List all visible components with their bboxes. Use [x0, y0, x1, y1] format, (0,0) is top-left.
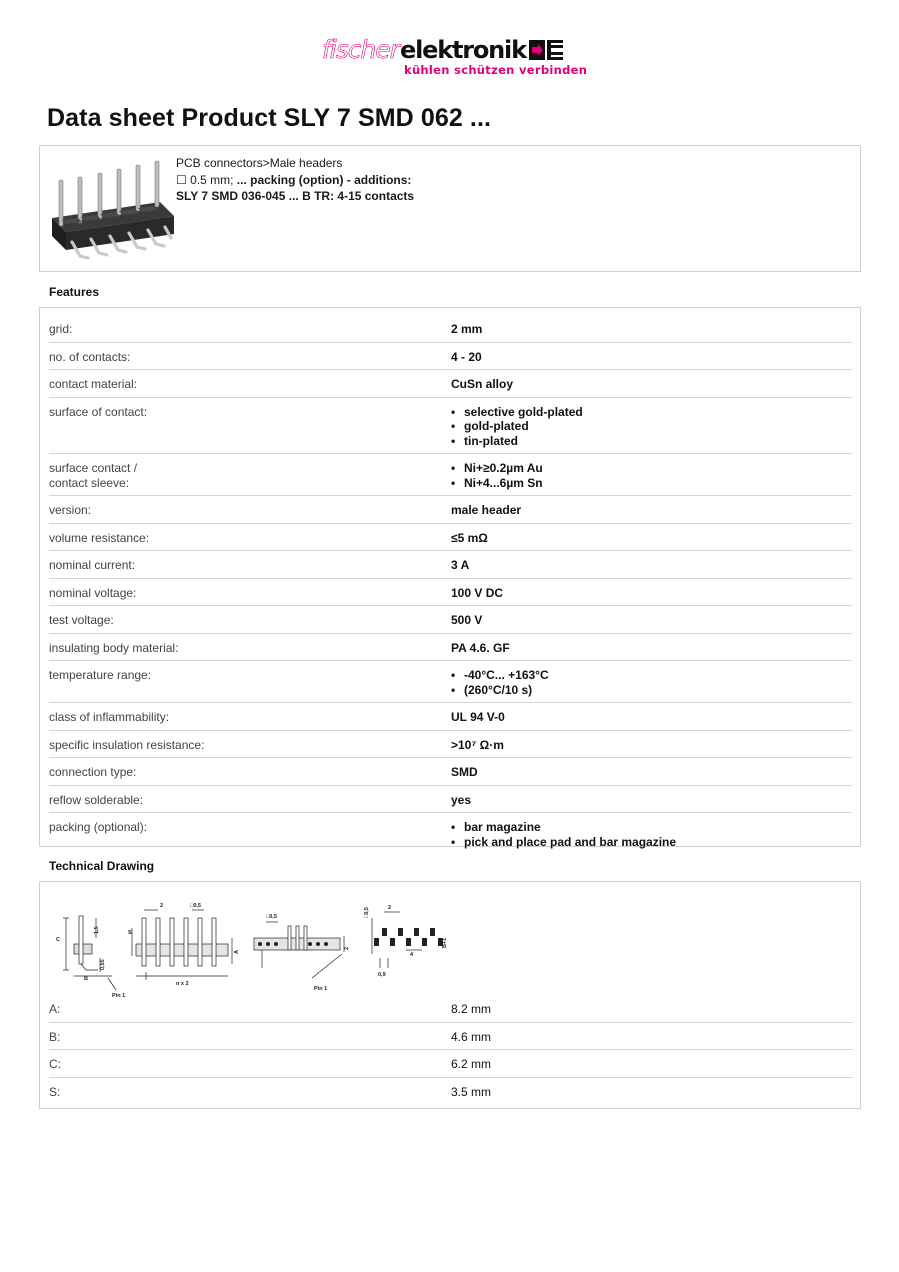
feature-value — [451, 405, 852, 449]
front-view-drawing — [128, 903, 240, 987]
dimension-row — [49, 995, 853, 1023]
feature-value-list — [451, 820, 852, 849]
technical-drawing-panel — [39, 881, 861, 1109]
feature-label-line: nominal current: — [49, 558, 136, 572]
product-variant: SLY 7 SMD 036-045 ... B TR: 4-15 contacts — [176, 189, 415, 203]
dimension-value: 6.2 mm — [451, 1057, 492, 1071]
feature-label-line: no. of contacts: — [49, 349, 131, 364]
male-header-product-image — [48, 158, 176, 263]
callout-2-footprint: 2 — [388, 905, 392, 911]
feature-value-item: • pick and place pad and bar magazine — [451, 835, 852, 850]
callout-0-55: 0,55 — [100, 959, 106, 970]
feature-value-text: 100 V DC — [451, 585, 504, 600]
feature-row — [49, 398, 852, 455]
feature-label-line: grid: — [49, 322, 73, 336]
feature-label — [49, 405, 451, 449]
feature-value — [451, 641, 852, 656]
callout-2-top: 2 — [344, 946, 350, 950]
feature-value — [451, 531, 852, 546]
feature-label-line: connection type: — [49, 765, 137, 779]
feature-row — [49, 454, 852, 496]
feature-row — [49, 551, 852, 579]
feature-label — [49, 793, 451, 808]
feature-value-list — [451, 461, 852, 490]
callout-c: C — [56, 937, 60, 943]
feature-value-text: PA 4.6. GF — [451, 640, 510, 655]
feature-value-list — [451, 405, 852, 449]
feature-value-item: • (260°C/10 s) — [451, 683, 852, 698]
feature-value-text: CuSn alloy — [451, 377, 514, 391]
callout-pin1-side: Pin 1 — [112, 993, 126, 999]
dimension-value: 3.5 mm — [451, 1084, 492, 1099]
feature-value-text: ≤5 mΩ — [451, 530, 488, 545]
feature-label — [49, 377, 451, 392]
feature-row — [49, 758, 852, 786]
dimensions-table — [49, 995, 853, 1104]
feature-value-item: • selective gold-plated — [451, 405, 852, 420]
dimension-value: 4.6 mm — [451, 1029, 492, 1044]
product-spec-options: ... packing (option) - additions: — [236, 172, 412, 187]
dimension-value: 8.2 mm — [451, 1002, 492, 1016]
feature-value-text: male header — [451, 503, 522, 517]
feature-value-item: • tin-plated — [451, 434, 852, 449]
feature-label-line: volume resistance: — [49, 530, 150, 545]
feature-label — [49, 558, 451, 573]
feature-label-line: temperature range: — [49, 668, 152, 682]
brand-name-part1: fischer — [322, 35, 400, 64]
callout-0-5-footprint: □0,5 — [364, 907, 370, 918]
technical-drawing-image — [52, 898, 447, 1004]
product-summary — [39, 145, 861, 272]
feature-value-text: SMD — [451, 765, 478, 779]
feature-row — [49, 315, 852, 343]
feature-label-line: reflow solderable: — [49, 792, 144, 807]
feature-value — [451, 765, 852, 780]
dimension-row — [49, 1050, 853, 1078]
page-title: Data sheet Product SLY 7 SMD 062 ... — [47, 104, 492, 132]
feature-value-list — [451, 668, 852, 697]
feature-label-line: surface contact / — [49, 461, 138, 475]
feature-row — [49, 524, 852, 552]
feature-value-item: • bar magazine — [451, 820, 852, 835]
dimension-label: B: — [49, 1029, 61, 1044]
callout-0-9: 0,9 — [378, 972, 386, 978]
feature-label-line: insulating body material: — [49, 640, 179, 655]
feature-label — [49, 738, 451, 753]
side-view-drawing — [56, 916, 125, 999]
callout-0-5-front: □0,5 — [190, 903, 201, 909]
feature-value — [451, 668, 852, 697]
callout-0-5-top: □0,5 — [266, 914, 277, 920]
feature-value — [451, 558, 852, 573]
dimension-row — [49, 1078, 853, 1105]
feature-row — [49, 606, 852, 634]
feature-value-text: 2 mm — [451, 322, 483, 336]
feature-value-text: UL 94 V-0 — [451, 710, 505, 724]
feature-value — [451, 377, 852, 392]
feature-row — [49, 731, 852, 759]
callout-n-x-2: n x 2 — [176, 981, 189, 987]
feature-value-text: 4 - 20 — [451, 349, 482, 364]
feature-label-line: test voltage: — [49, 613, 114, 627]
product-description — [176, 155, 414, 205]
callout-4: 4 — [410, 952, 414, 958]
feature-value — [451, 503, 852, 518]
feature-row — [49, 661, 852, 703]
feature-row — [49, 496, 852, 524]
feature-label — [49, 461, 451, 490]
feature-label — [49, 586, 451, 601]
feature-label-line: nominal voltage: — [49, 585, 137, 600]
feature-label-line: class of inflammability: — [49, 710, 170, 724]
feature-label — [49, 613, 451, 628]
feature-label — [49, 765, 451, 780]
feature-value-item: • -40°C... +163°C — [451, 668, 852, 683]
footprint-drawing — [364, 905, 448, 978]
product-spec-prefix: ☐ 0.5 mm; — [176, 172, 237, 187]
feature-value — [451, 793, 852, 808]
feature-row — [49, 634, 852, 662]
brand-logo — [322, 35, 588, 80]
feature-label — [49, 322, 451, 337]
product-category: PCB connectors>Male headers — [176, 156, 343, 170]
dimension-label: S: — [49, 1084, 61, 1099]
feature-value — [451, 738, 852, 753]
feature-value — [451, 586, 852, 601]
callout-pin1-top: Pin 1 — [314, 986, 328, 992]
callout-a: A — [234, 950, 240, 954]
callout-b: B — [84, 976, 88, 982]
feature-row — [49, 579, 852, 607]
feature-row — [49, 703, 852, 731]
feature-value-text: yes — [451, 792, 472, 807]
product-spec-line — [176, 172, 414, 189]
feature-value-item: • Ni+≥0.2µm Au — [451, 461, 852, 476]
feature-label — [49, 531, 451, 546]
feature-row — [49, 786, 852, 814]
feature-value — [451, 710, 852, 725]
features-heading: Features — [49, 285, 100, 299]
callout-b-plus-1: B+1 — [442, 937, 448, 948]
callout-s: S — [128, 930, 132, 936]
feature-value — [451, 820, 852, 849]
feature-value-text: >10⁷ Ω·m — [451, 737, 504, 752]
feature-value-text: 3 A — [451, 558, 470, 572]
feature-label — [49, 710, 451, 725]
feature-label — [49, 820, 451, 849]
callout-1-5: 1,5 — [94, 926, 100, 934]
feature-label-line: packing (optional): — [49, 820, 148, 834]
feature-label — [49, 503, 451, 518]
feature-label — [49, 350, 451, 365]
feature-label-line: contact material: — [49, 377, 138, 391]
brand-arrow-mark-icon — [529, 39, 563, 61]
features-table — [39, 307, 861, 847]
feature-label-line: version: — [49, 503, 92, 517]
dimension-row — [49, 1023, 853, 1051]
feature-label — [49, 641, 451, 656]
brand-logo-row — [322, 36, 563, 64]
feature-row — [49, 370, 852, 398]
brand-tagline: kühlen schützen verbinden — [404, 63, 588, 77]
feature-row — [49, 343, 852, 371]
feature-label-line: contact sleeve: — [49, 475, 130, 490]
feature-value-item: • gold-plated — [451, 419, 852, 434]
feature-value — [451, 350, 852, 365]
brand-name-part2: elektronik — [400, 36, 526, 64]
top-view-drawing — [254, 914, 350, 992]
feature-value-item: • Ni+4...6µm Sn — [451, 476, 852, 491]
technical-drawing-heading: Technical Drawing — [49, 859, 155, 873]
feature-label-line: surface of contact: — [49, 404, 148, 419]
feature-value — [451, 613, 852, 628]
feature-label — [49, 668, 451, 697]
feature-value — [451, 461, 852, 490]
feature-row — [49, 813, 852, 854]
dimension-label: C: — [49, 1057, 61, 1071]
callout-2-front: 2 — [160, 903, 164, 909]
dimension-label: A: — [49, 1002, 61, 1016]
feature-value — [451, 322, 852, 337]
feature-value-text: 500 V — [451, 613, 483, 627]
feature-label-line: specific insulation resistance: — [49, 737, 205, 752]
